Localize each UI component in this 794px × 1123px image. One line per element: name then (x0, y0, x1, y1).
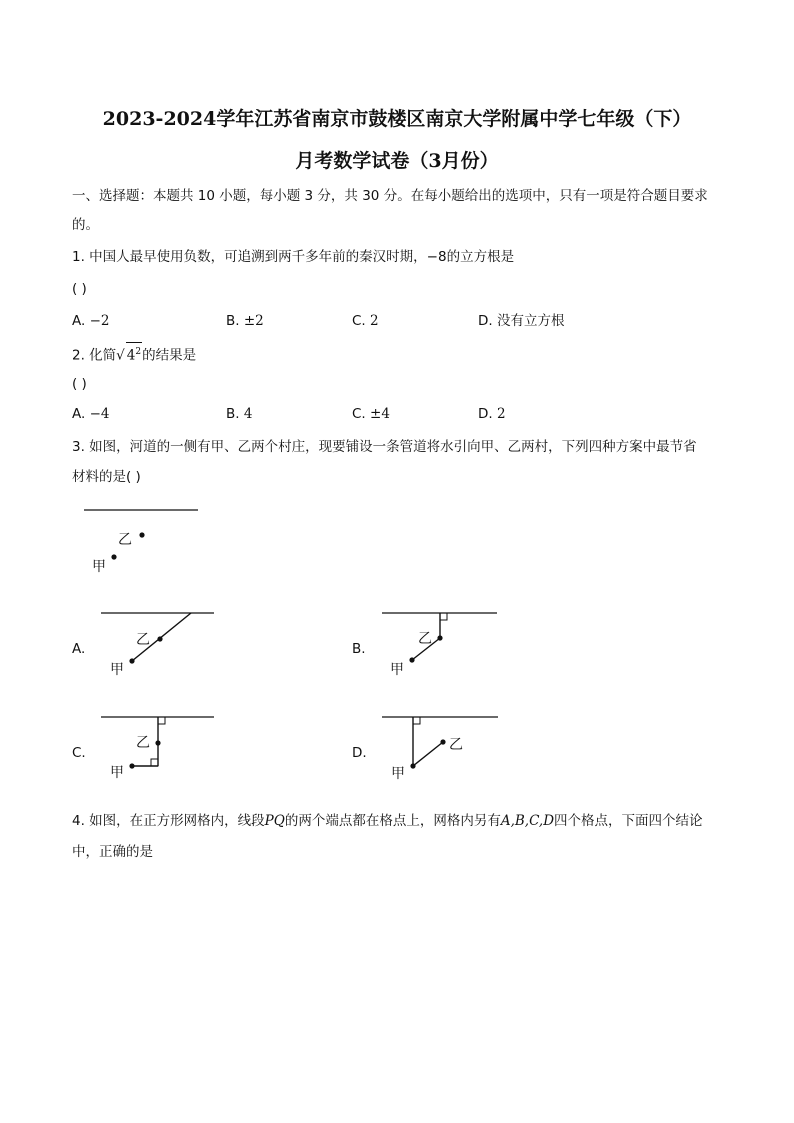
q1-option-a (72, 312, 110, 330)
q1-option-b (226, 312, 264, 330)
option-value: 没有立方根 (496, 313, 565, 329)
q1-paren: ( ) (72, 281, 87, 297)
q3-option-d-figure (380, 708, 510, 788)
q3-option-b-label: B. (352, 641, 366, 657)
option-value: −4 (89, 406, 110, 422)
q4-stem-line1 (72, 812, 703, 830)
village-jia-label: 甲 (391, 766, 405, 782)
q4-stem-line2: 中，正确的是 (72, 844, 153, 860)
village-jia-dot (129, 763, 134, 768)
exam-title-line1: 2023-2024学年江苏省南京市鼓楼区南京大学附属中学七年级（下） (102, 108, 692, 130)
village-yi-label: 乙 (118, 532, 132, 548)
q3-option-c-figure (98, 708, 228, 788)
village-jia-label: 甲 (92, 559, 106, 575)
q2-stem (72, 342, 196, 365)
village-yi-dot (440, 739, 445, 744)
exam-title-line2: 月考数学试卷（3月份） (295, 150, 499, 172)
q1-option-d (478, 312, 564, 330)
option-label: D. (478, 313, 493, 329)
q2-option-b (226, 405, 252, 423)
option-label: C. (352, 406, 366, 422)
q2-paren: ( ) (72, 376, 87, 392)
square-root: √ $4^2$ (116, 342, 142, 365)
right-angle-mark-top (158, 717, 165, 724)
village-yi-label: 乙 (136, 632, 150, 648)
radicand: 4 (126, 347, 136, 364)
option-value: ±2 (243, 313, 264, 329)
right-angle-mark (413, 717, 420, 724)
village-jia-dot (129, 658, 134, 663)
option-label: C. (352, 313, 366, 329)
option-value: ±4 (370, 406, 390, 422)
option-value: 2 (496, 406, 506, 422)
q1-stem: 1. 中国人最早使用负数，可追溯到两千多年前的秦汉时期，−8的立方根是 (72, 249, 515, 265)
option-label: A. (72, 406, 86, 422)
section-intro-line1: 一、选择题：本题共 10 小题，每小题 3 分，共 30 分。在每小题给出的选项中，只有一项是符合题目要求 (72, 188, 708, 204)
option-value: 4 (243, 406, 253, 422)
q1-option-c (352, 312, 379, 330)
village-jia-label: 甲 (390, 662, 404, 678)
village-jia-dot (111, 554, 116, 559)
right-angle-mark-bottom (151, 759, 158, 766)
village-yi-label: 乙 (136, 735, 150, 751)
exponent: 2 (135, 347, 142, 357)
section-intro-line2: 的。 (72, 217, 99, 233)
village-yi-dot (157, 636, 162, 641)
village-jia-dot (409, 657, 414, 662)
q3-option-a-figure (98, 604, 228, 684)
q3-stem-line1: 3. 如图，河道的一侧有甲、乙两个村庄，现要铺设一条管道将水引向甲、乙两村，下列四种方案中最节省 (72, 439, 697, 455)
q2-suffix: 的结果是 (142, 347, 197, 364)
option-label: A. (72, 313, 86, 329)
option-label: D. (478, 406, 493, 422)
q2-option-c (352, 405, 390, 423)
segment-pq: PQ (264, 813, 285, 829)
village-yi-dot (155, 740, 160, 745)
right-angle-mark (440, 613, 447, 620)
village-yi-label: 乙 (449, 737, 463, 753)
village-jia-dot (410, 763, 415, 768)
q3-option-a-label: A. (72, 641, 86, 657)
village-yi-label: 乙 (418, 631, 432, 647)
q4-stem-pre: 4. 如图，在正方形网格内，线段 (72, 813, 265, 829)
q3-main-figure (80, 500, 220, 580)
option-label: B. (226, 406, 240, 422)
q3-option-c-label: C. (72, 745, 86, 761)
q3-stem-line2: 材料的是( ) (72, 469, 141, 485)
grid-points: A,B,C,D (500, 813, 555, 829)
village-yi-dot (139, 532, 144, 537)
q4-stem-mid: 的两个端点都在格点上，网格内另有 (284, 813, 501, 829)
q3-option-b-figure (380, 604, 510, 684)
q4-stem-post: 四个格点，下面四个结论 (554, 813, 703, 829)
q2-option-a (72, 405, 110, 423)
q2-option-d (478, 405, 506, 423)
option-value: 2 (370, 313, 379, 329)
village-yi-dot (437, 635, 442, 640)
pipe-between-villages (413, 742, 443, 766)
village-jia-label: 甲 (110, 662, 124, 678)
village-jia-label: 甲 (110, 765, 124, 781)
q2-prefix: 2. 化简 (72, 347, 117, 364)
option-label: B. (226, 313, 240, 329)
q3-option-d-label: D. (352, 745, 367, 761)
option-value: −2 (89, 313, 110, 329)
